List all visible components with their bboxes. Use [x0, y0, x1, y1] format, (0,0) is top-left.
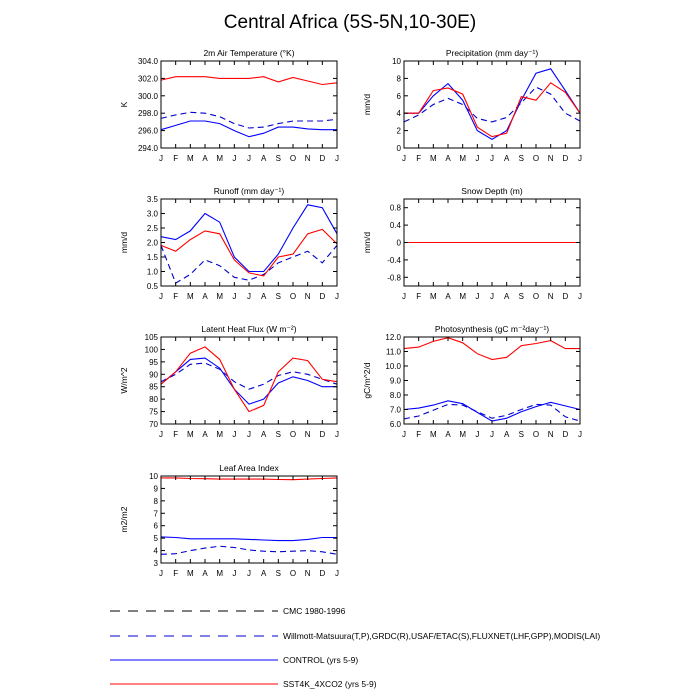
x-tick-label: J	[247, 292, 251, 301]
series-line-sst4k	[404, 83, 580, 137]
x-tick-label: N	[304, 430, 311, 439]
x-tick-label: M	[216, 154, 224, 163]
x-tick-label: M	[186, 292, 194, 301]
x-tick-label: F	[173, 154, 179, 163]
x-tick-label: S	[275, 430, 282, 439]
y-tick-label: 85	[149, 382, 158, 392]
x-tick-label: J	[247, 430, 251, 439]
y-tick-label: 4	[153, 546, 158, 556]
x-tick-label: O	[532, 154, 540, 163]
x-tick-label: M	[459, 154, 467, 163]
y-tick-label: 0.8	[389, 203, 401, 213]
y-tick-label: 100	[144, 345, 158, 355]
x-tick-label: S	[518, 154, 525, 163]
x-tick-label: J	[335, 154, 339, 163]
x-tick-label: N	[304, 292, 311, 301]
y-tick-label: 1.5	[146, 253, 158, 262]
y-tick-label: 300.0	[137, 91, 158, 101]
y-axis-label: mm/d	[362, 231, 372, 254]
y-tick-label: 296.0	[137, 126, 158, 136]
x-tick-label: A	[503, 292, 510, 301]
x-tick-label: D	[562, 292, 569, 301]
panel-title: Photosynthesis (gC m⁻²day⁻¹)	[434, 324, 550, 334]
y-tick-label: 298.0	[137, 109, 158, 119]
x-tick-label: F	[416, 154, 422, 163]
x-tick-label: M	[459, 430, 467, 439]
y-tick-label: 0	[396, 144, 401, 153]
x-tick-label: A	[260, 569, 267, 578]
series-line-obs	[161, 546, 337, 554]
y-tick-label: -0.4	[387, 255, 401, 265]
y-tick-label: 302.0	[137, 74, 158, 84]
y-tick-label: 90	[149, 370, 158, 380]
y-tick-label: 11.0	[386, 347, 401, 357]
x-tick-label: J	[475, 430, 480, 439]
y-tick-label: 8.0	[389, 391, 401, 400]
x-tick-label: M	[186, 154, 194, 163]
y-tick-label: 95	[149, 357, 158, 367]
y-tick-label: 5	[153, 534, 158, 544]
legend-label-cmc: CMC 1980-1996	[283, 606, 346, 616]
panel-4	[362, 186, 582, 301]
x-tick-label: J	[159, 154, 163, 163]
plot-frame	[404, 337, 580, 424]
panel-6	[362, 324, 582, 439]
series-line-obs	[404, 87, 580, 122]
y-tick-label: 2	[396, 126, 401, 136]
panel-title: 2m Air Temperature (°K)	[203, 48, 295, 58]
y-tick-label: 2.0	[146, 238, 158, 248]
x-tick-label: J	[335, 569, 339, 578]
x-tick-label: J	[232, 154, 237, 163]
x-tick-label: N	[547, 154, 554, 163]
panel-title: Snow Depth (m)	[461, 186, 523, 196]
x-tick-label: J	[578, 430, 582, 439]
y-tick-label: -0.8	[387, 273, 401, 283]
x-tick-label: J	[402, 292, 406, 301]
x-tick-label: S	[518, 292, 525, 301]
x-tick-label: N	[304, 569, 311, 578]
x-tick-label: M	[429, 292, 437, 301]
y-axis-label: gC/m^2/d	[362, 362, 372, 399]
series-line-obs	[161, 245, 337, 283]
panel-title: Leaf Area Index	[219, 463, 279, 473]
y-tick-label: 8	[153, 496, 158, 506]
y-tick-label: 6	[153, 521, 158, 531]
x-tick-label: J	[402, 430, 406, 439]
x-tick-label: A	[445, 430, 451, 439]
series-line-control	[404, 69, 580, 140]
x-tick-label: M	[459, 292, 467, 301]
x-tick-label: F	[173, 430, 179, 439]
x-tick-label: M	[429, 430, 437, 439]
x-tick-label: S	[275, 154, 282, 163]
x-tick-label: J	[402, 154, 406, 163]
x-tick-label: F	[173, 569, 179, 578]
x-tick-label: A	[260, 154, 267, 163]
x-tick-label: O	[289, 569, 297, 578]
x-tick-label: O	[289, 430, 297, 439]
y-tick-label: 4	[396, 109, 401, 119]
x-tick-label: O	[532, 430, 540, 439]
y-tick-label: 12.0	[385, 333, 401, 342]
y-tick-label: 10	[392, 57, 401, 66]
series-line-obs	[161, 363, 337, 389]
x-tick-label: A	[503, 430, 510, 439]
x-tick-label: A	[260, 292, 267, 301]
panel-1	[119, 48, 339, 163]
panel-3	[119, 186, 339, 301]
x-tick-label: D	[319, 569, 326, 578]
x-tick-label: S	[275, 292, 282, 301]
panel-5	[119, 324, 339, 439]
y-tick-label: 80	[149, 395, 158, 405]
y-tick-label: 75	[149, 407, 158, 417]
y-axis-label: mm/d	[362, 93, 372, 116]
x-tick-label: O	[532, 292, 540, 301]
x-tick-label: J	[159, 292, 163, 301]
x-tick-label: O	[289, 154, 297, 163]
legend	[110, 606, 600, 689]
x-tick-label: O	[289, 292, 297, 301]
x-tick-label: M	[216, 292, 224, 301]
series-line-sst4k	[161, 77, 337, 85]
x-tick-label: N	[304, 154, 311, 163]
x-tick-label: J	[159, 430, 163, 439]
y-tick-label: 294.0	[137, 144, 158, 153]
x-tick-label: F	[173, 292, 179, 301]
x-tick-label: D	[319, 292, 326, 301]
x-tick-label: A	[445, 292, 451, 301]
y-tick-label: 9.0	[389, 376, 401, 386]
x-tick-label: M	[216, 569, 224, 578]
x-tick-label: A	[202, 154, 208, 163]
y-tick-label: 0	[396, 238, 401, 248]
x-tick-label: D	[319, 430, 326, 439]
x-tick-label: F	[416, 430, 422, 439]
x-tick-label: J	[490, 154, 494, 163]
x-tick-label: M	[216, 430, 224, 439]
y-tick-label: 6	[396, 91, 401, 101]
x-tick-label: D	[562, 430, 569, 439]
y-tick-label: 304.0	[137, 57, 158, 66]
x-tick-label: J	[232, 569, 237, 578]
x-tick-label: J	[247, 569, 251, 578]
y-tick-label: 3.0	[146, 209, 158, 219]
panel-title: Precipitation (mm day⁻¹)	[445, 48, 539, 58]
x-tick-label: J	[232, 292, 237, 301]
x-tick-label: S	[275, 569, 282, 578]
y-tick-label: 70	[149, 420, 158, 429]
series-line-sst4k	[161, 229, 337, 276]
series-line-sst4k	[161, 347, 337, 412]
x-tick-label: J	[490, 430, 494, 439]
y-tick-label: 3.5	[146, 195, 158, 204]
x-tick-label: N	[547, 292, 554, 301]
x-tick-label: J	[490, 292, 494, 301]
y-tick-label: 7.0	[389, 405, 401, 415]
x-tick-label: M	[186, 430, 194, 439]
legend-label-control: CONTROL (yrs 5-9)	[283, 655, 359, 665]
x-tick-label: A	[202, 292, 208, 301]
series-line-obs	[404, 404, 580, 421]
y-axis-label: mm/d	[119, 231, 129, 254]
x-tick-label: J	[159, 569, 163, 578]
x-tick-label: M	[429, 154, 437, 163]
x-tick-label: J	[247, 154, 251, 163]
y-tick-label: 6.0	[389, 420, 401, 429]
y-axis-label: K	[119, 101, 129, 108]
x-tick-label: M	[186, 569, 194, 578]
x-tick-label: N	[547, 430, 554, 439]
y-tick-label: 105	[144, 333, 158, 342]
x-tick-label: J	[232, 430, 237, 439]
y-tick-label: 1.0	[146, 267, 158, 277]
x-tick-label: J	[578, 292, 582, 301]
y-tick-label: 9	[153, 484, 158, 494]
x-tick-label: A	[445, 154, 451, 163]
x-tick-label: J	[335, 292, 339, 301]
y-tick-label: 10	[149, 472, 158, 481]
panel-7	[119, 463, 339, 578]
x-tick-label: F	[416, 292, 422, 301]
x-tick-label: A	[202, 430, 208, 439]
x-tick-label: J	[475, 292, 480, 301]
x-tick-label: J	[335, 430, 339, 439]
x-tick-label: J	[578, 154, 582, 163]
series-line-control	[161, 205, 337, 272]
x-tick-label: A	[503, 154, 510, 163]
y-tick-label: 8	[396, 74, 401, 84]
x-tick-label: D	[562, 154, 569, 163]
x-tick-label: J	[475, 154, 480, 163]
x-tick-label: D	[319, 154, 326, 163]
x-tick-label: A	[202, 569, 208, 578]
y-tick-label: 2.5	[146, 224, 158, 233]
y-axis-label: m2/m2	[119, 506, 129, 533]
y-axis-label: W/m^2	[119, 367, 129, 394]
x-tick-label: A	[260, 430, 267, 439]
y-tick-label: 7	[153, 509, 158, 519]
legend-label-sst4k: SST4K_4XCO2 (yrs 5-9)	[283, 679, 377, 689]
panel-title: Runoff (mm day⁻¹)	[213, 186, 285, 196]
plot-frame	[161, 476, 337, 563]
legend-label-obs: Willmott-Matsuura(T,P),GRDC(R),USAF/ETAC(S),FLUXNET(LHF,GPP),MODIS(LAI)	[283, 631, 601, 641]
figure-title: Central Africa (5S-5N,10-30E)	[223, 12, 477, 33]
x-tick-label: S	[518, 430, 525, 439]
plot-frame	[161, 61, 337, 148]
y-tick-label: 3	[153, 559, 158, 568]
y-tick-label: 10.0	[385, 362, 401, 371]
panel-title: Latent Heat Flux (W m⁻²)	[201, 324, 297, 334]
series-line-obs	[161, 112, 337, 128]
panel-2	[362, 48, 582, 163]
y-tick-label: 0.4	[389, 221, 401, 231]
series-line-control	[161, 537, 337, 541]
y-tick-label: 0.5	[146, 282, 158, 291]
series-line-control	[161, 121, 337, 137]
